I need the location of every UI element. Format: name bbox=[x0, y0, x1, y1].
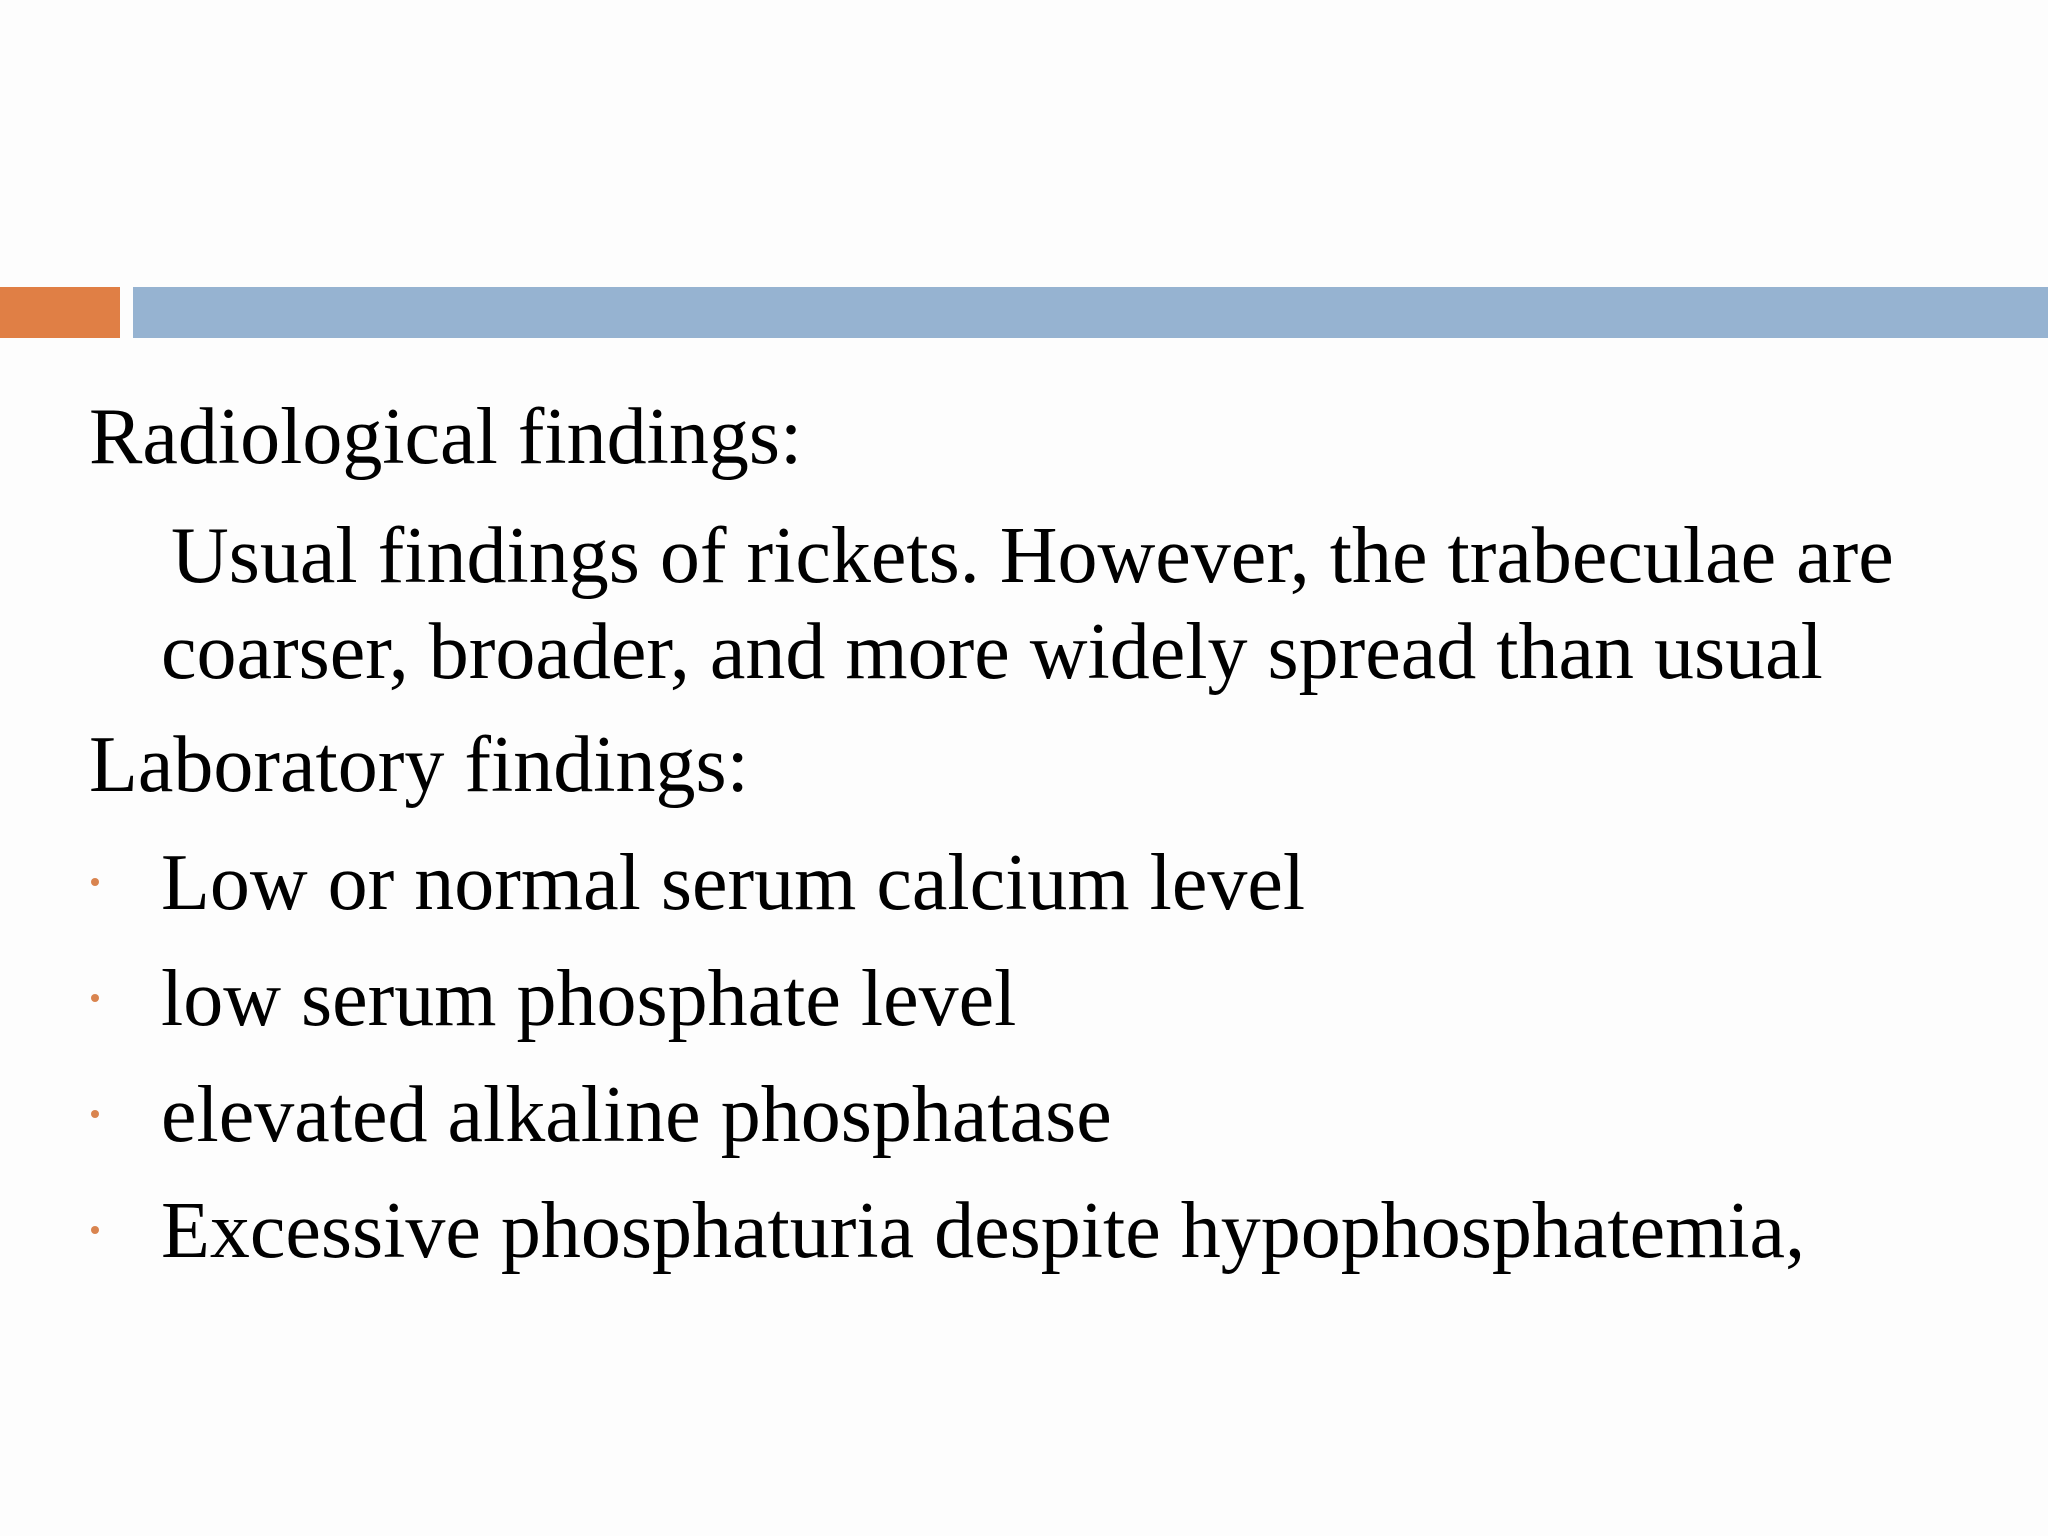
bullet-icon bbox=[91, 1110, 99, 1118]
list-item-text: elevated alkaline phosphatase bbox=[161, 1071, 1112, 1159]
accent-bar-blue bbox=[133, 287, 2048, 338]
accent-bar-orange bbox=[0, 287, 120, 338]
list-item bbox=[0, 1186, 2048, 1276]
bullet-icon bbox=[91, 1226, 99, 1234]
radiological-findings-heading: Radiological findings: bbox=[89, 393, 803, 481]
list-item bbox=[0, 838, 2048, 928]
list-item bbox=[0, 1070, 2048, 1160]
list-item-text: Low or normal serum calcium level bbox=[161, 839, 1306, 927]
bullet-icon bbox=[91, 994, 99, 1002]
list-item bbox=[0, 954, 2048, 1044]
laboratory-findings-heading: Laboratory findings: bbox=[89, 721, 749, 809]
list-item-text: low serum phosphate level bbox=[161, 955, 1017, 1043]
radiological-findings-text: Usual findings of rickets. However, the trabeculae are coarser, broader, and more widely spread than usual bbox=[161, 512, 1894, 696]
list-item-text: Excessive phosphaturia despite hypophosphatemia, bbox=[161, 1187, 1806, 1275]
bullet-icon bbox=[91, 878, 99, 886]
